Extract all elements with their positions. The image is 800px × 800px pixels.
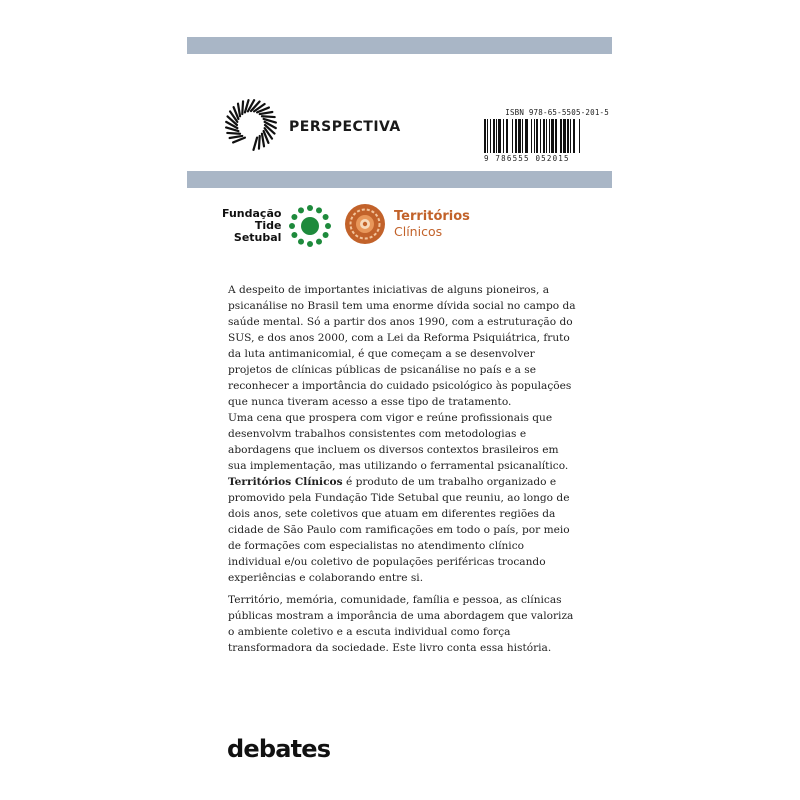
fundacao-line1: Fundação — [222, 207, 282, 220]
top-band — [187, 37, 612, 54]
book-title-inline: Territórios Clínicos — [228, 476, 343, 488]
publisher-name: PERSPECTIVA — [289, 119, 401, 135]
barcode-digits: 9 786555 052015 — [484, 154, 570, 163]
green-dot-ring-icon — [287, 203, 333, 249]
territorios-wordmark — [394, 209, 470, 239]
blurb-paragraph-3-text: é produto de um trabalho organizado e promovido pela Fundação Tide Setubal que reuniu, ao longo de dois anos, sete coletivos que atuam em diferentes regiões da cidade de São Paulo com ramificações em todo o país, por meio de formações com especialistas no atendimento clínico individual e/ou coletivo de populações periféricas trocando experiências e colaborando entre si. — [228, 476, 570, 584]
fundacao-line2: Tide — [254, 219, 282, 232]
back-cover-blurb — [228, 282, 578, 656]
publisher-block — [223, 97, 401, 157]
territorios-logo-block — [344, 203, 470, 245]
blurb-paragraph-4: Território, memória, comunidade, família e pessoa, as clínicas públicas mostram a imporância de uma abordagem que valoriza o ambiente coletivo e a escuta individual como força transformadora da sociedade. Este livro conta essa história. — [228, 594, 574, 654]
fundacao-line3: Setubal — [233, 231, 282, 244]
orange-medallion-icon — [344, 203, 386, 245]
territorios-subtitle: Clínicos — [394, 224, 443, 239]
blurb-paragraph-1: A despeito de importantes iniciativas de alguns pioneiros, a psicanálise no Brasil tem uma enorme dívida social no campo da saúde mental. Só a partir dos anos 1990, com a estruturação do SUS, e dos anos 2000, com a Lei da Reforma Psiquiátrica, fruto da luta antimanicomial, é que começam a se desenvolver projetos de clínicas públicas de psicanálise no país e a se reconhecer a importância do cuidado psicológico às populações que nunca tiveram acesso a esse tipo de tratamento. — [228, 284, 576, 408]
isbn-label: ISBN 978-65-5505-201-5 — [505, 108, 609, 117]
middle-band — [187, 171, 612, 188]
back-cover — [187, 37, 612, 782]
blurb-paragraph-2: Uma cena que prospera com vigor e reúne profissionais que desenvolvm trabalhos consistentes com metodologias e abordagens que incluem os diversos contextos brasileiros em sua implementação, mas utilizando o ferramental psicanalítico. — [228, 412, 569, 472]
barcode-bars — [484, 119, 609, 153]
territorios-title: Territórios — [394, 209, 470, 224]
sunburst-ring-icon — [223, 97, 279, 157]
blurb-paragraph-3 — [228, 474, 578, 586]
isbn-barcode — [484, 108, 609, 163]
fundacao-logo-block — [222, 203, 333, 249]
fundacao-wordmark — [222, 208, 281, 244]
series-logo: debates — [227, 735, 331, 763]
